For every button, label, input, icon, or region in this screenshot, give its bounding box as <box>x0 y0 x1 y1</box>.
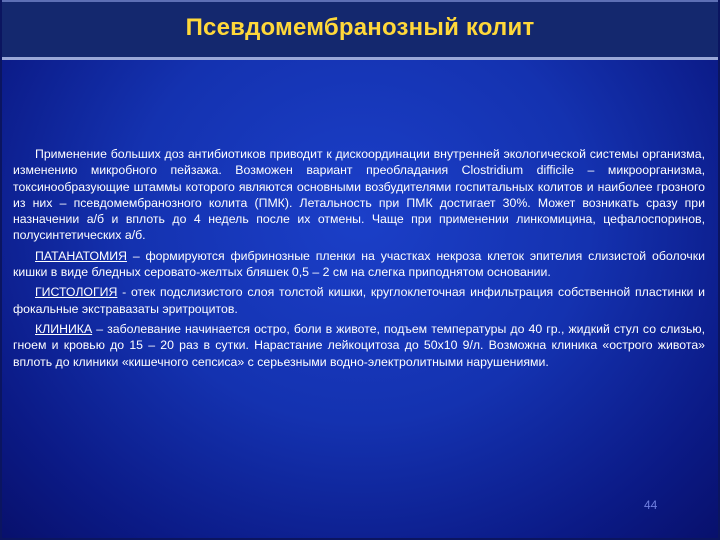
clinic-text: – заболевание начинается остро, боли в животе, подъем температуры до 40 гр., жидкий стул со слизью, гноем и кровью до 15 – 20 раз в сутки. Нарастание лейкоцитоза до 50х10 9/л. Возможна клиника «острого живота» вплоть до клиники «кишечного сепсиса» с серьезными водно-электролитными нарушениями. <box>13 321 705 369</box>
slide-title: Псевдомембранозный колит <box>185 14 535 41</box>
histology-heading: ГИСТОЛОГИЯ <box>35 285 118 300</box>
pathanatomy-heading: ПАТАНАТОМИЯ <box>35 248 127 263</box>
pathanatomy-paragraph <box>13 248 705 281</box>
histology-paragraph <box>13 284 705 317</box>
page-number: 44 <box>644 498 658 512</box>
title-bar <box>0 0 720 60</box>
intro-paragraph: Применение больших доз антибиотиков приводит к дискоординации внутренней экологической системы организма, изменению микробного пейзажа. Возможен вариант преобладания Clostridium difficile – микроорганизма, токсинообразующие штаммы которого являются основными возбудителями госпитальных колитов и наиболее грозного из них – псевдомембранозного колита (ПМК). Летальность при ПМК достигает 30%. Может возникать сразу при назначении а/б и вплоть до 4 недель после их отмены. Чаще при применении линкомицина, цефалоспоринов, полусинтетических а/б. <box>13 147 705 243</box>
slide-content <box>13 146 705 374</box>
histology-text: - отек подслизистого слоя толстой кишки, круглоклеточная инфильтрация собственной пластинки и фокальные экстравазаты эритроцитов. <box>13 285 705 316</box>
clinic-paragraph <box>13 321 705 370</box>
clinic-heading: КЛИНИКА <box>35 321 93 336</box>
pathanatomy-text: – формируются фибринозные пленки на участках некроза клеток эпителия слизистой оболочки кишки в виде бледных серовато-желтых бляшек 0,5 – 2 см на слегка приподнятом основании. <box>13 248 705 280</box>
